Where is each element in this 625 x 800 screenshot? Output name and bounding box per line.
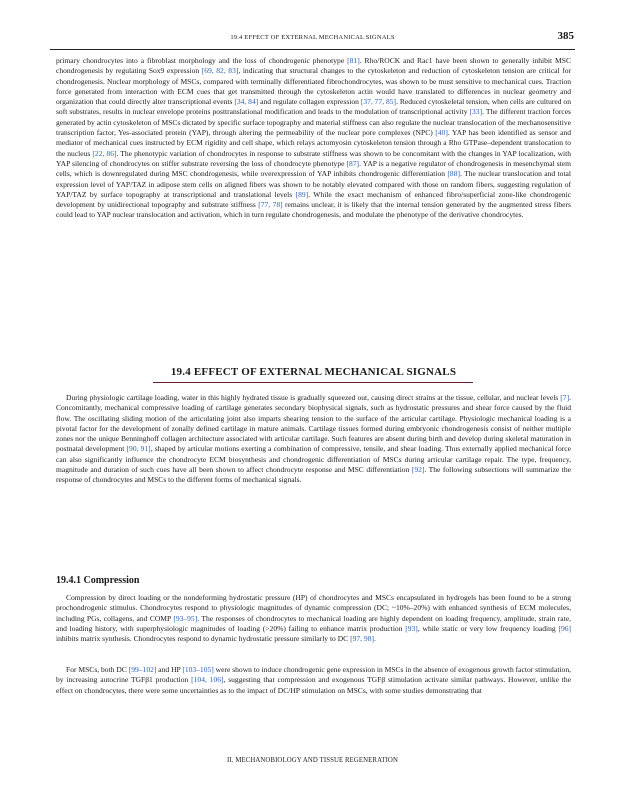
citation-link[interactable]: [88] bbox=[447, 169, 460, 179]
citation-link[interactable]: [7] bbox=[560, 393, 570, 402]
citation-link[interactable]: [22, 86] bbox=[92, 148, 117, 158]
paragraph-text: and regulate collagen expression bbox=[258, 97, 361, 107]
citation-link[interactable]: [69, 82, 83] bbox=[201, 66, 239, 76]
section-heading-rule bbox=[153, 382, 473, 383]
citation-link[interactable]: [97, 98] bbox=[350, 634, 374, 644]
citation-link[interactable]: [92] bbox=[411, 465, 425, 475]
paragraph-text: , suggesting that compression and exogenous TGFβ stimulation activate similar pathways. However, unlike the effect on chondrocytes, there were some uncertainties as to the impact of DC/HP stimulation on MSCs, with some studies demonstrating that bbox=[56, 675, 571, 695]
citation-link[interactable]: [93] bbox=[405, 623, 418, 633]
paragraph-text: . Rho/ROCK and Rac1 have been shown to generally inhibit MSC chondrogenesis by regulating Sox9 expression bbox=[56, 56, 571, 76]
body-paragraph-4 bbox=[56, 665, 571, 696]
paragraph-text: . The phenotypic variation of chondrocytes in response to substrate stiffness was shown to be concomitant with the changes in YAP localization, with YAP silencing of chondrocytes on stiffer substrate reversing the loss of chondrocyte phenotype bbox=[56, 148, 571, 168]
citation-link[interactable]: [37, 77, 85] bbox=[360, 97, 397, 107]
subsection-heading: 19.4.1 Compression bbox=[56, 575, 140, 586]
paragraph-text: . YAP has been identified as sensor and mediator of mechanical cues instructed by ECM rigidity and cell shape, which relays actomyosin cytoskeleton tension through a Rho GTPase–dependent translocation to the nucleus bbox=[56, 128, 571, 158]
paragraph-text: and HP bbox=[156, 665, 183, 674]
running-header-title: 19.4 EFFECT OF EXTERNAL MECHANICAL SIGNALS bbox=[230, 34, 395, 41]
citation-link[interactable]: [103–105] bbox=[182, 665, 214, 674]
citation-link[interactable]: [104, 106] bbox=[191, 675, 224, 685]
paragraph-text: . Concomitantly, mechanical compressive loading of cartilage generates secondary biophysical signals, such as hydrostatic pressures and shear force caused by the fluid flow. The oscillating sliding motion of the articulating joint also imparts shearing tension to the surface of the articular cartilage. Physiologic mechanical loading is a pivotal factor for the development of zonally defined cartilage in mature animals. Cartilage tissues formed during embryonic chondrogenesis consist of neither multiple zones nor the unique Benninghoff collagen architecture associated with articular cartilage. Such features are absent during birth and develop during skeletal maturation in postnatal development bbox=[56, 393, 571, 454]
paragraph-text: remains unclear, it is likely that the internal tension generated by the augmented stress fibers could lead to YAP nuclear translocation and activation, which in turn regulate chondrogenesis, and modulate the phenotype of the derivative chondrocytes. bbox=[56, 200, 571, 220]
citation-link[interactable]: [90, 91] bbox=[126, 444, 151, 454]
paragraph-text: . The different traction forces generated by actin cytoskeleton of MSCs dictated by specific surface topography and material stiffness can also regulate the nuclear translocation of the mechanosensitive transcription factor, Yes-associated protein (YAP), through altering the permeability of the nuclear pore complexes (NPC) bbox=[56, 107, 571, 138]
paragraph-text: inhibits matrix synthesis. Chondrocytes respond to dynamic hydrostatic pressure similarly to DC bbox=[56, 634, 351, 644]
section-heading: 19.4 EFFECT OF EXTERNAL MECHANICAL SIGNALS bbox=[170, 366, 457, 378]
paragraph-text: . The following subsections will summarize the response of chondrocytes and MSCs to the different forms of mechanical signals. bbox=[56, 465, 571, 485]
paragraph-text: . While the exact mechanism of enhanced fibro/superficial zone-like chondrogenic development by unidirectional topography and substrate stiffness bbox=[56, 189, 571, 210]
page-number: 385 bbox=[557, 30, 574, 42]
citation-link[interactable]: [89] bbox=[295, 189, 309, 199]
citation-link[interactable]: [34, 84] bbox=[234, 97, 259, 107]
citation-link[interactable]: [96] bbox=[558, 623, 572, 633]
running-header bbox=[50, 29, 575, 50]
paragraph-text: . Reduced cytoskeletal tension, when cells are cultured on soft substrates, results in nuclear envelope proteins posttranslational modification and leads to the modulation of transcriptional activity bbox=[56, 97, 571, 117]
paragraph-text: Compression by direct loading or the nondeforming hydrostatic pressure (HP) of chondrocytes and MSCs encapsulated in hydrogels has been found to be a strong prochondrogenic stimulus. Chondrocytes respond to physiologic magnitudes of dynamic compression (DC; ~10%–20%) with enhanced synthesis of ECM molecules, including PGs, collagens, and COMP bbox=[56, 593, 571, 623]
paragraph-text: . bbox=[374, 634, 376, 644]
citation-link[interactable]: [40] bbox=[435, 128, 448, 138]
paragraph-text: primary chondrocytes into a fibroblast morphology and the loss of chondrogenic phenotype bbox=[56, 56, 348, 65]
paragraph-text: . The responses of chondrocytes to mechanical loading are highly dependent on loading frequency, amplitude, strain rate, and loading history, with superphysiologic magnitudes of loading (>20%) failing to enhance matrix production bbox=[56, 613, 571, 633]
paragraph-text: . The nuclear translocation and total expression level of YAP/TAZ in adipose stem cells on aligned fibers was shown to be notably elevated compared with those on random fibers, suggesting regulation of YAP/TAZ by surface topography at transcriptional and translational levels bbox=[56, 169, 571, 199]
citation-link[interactable]: [81] bbox=[347, 56, 360, 65]
paragraph-text: , shaped by articular motions exerting a combination of compressive, tensile, and shear loading. Thus externally applied mechanical force can also significantly influence the chondrocyte ECM biosynthesis and chondrogenic differentiation of MSCs during articular cartilage repair. The type, frequency, magnitude and duration of such cues have all been shown to affect chondrocyte response and MSC differentiation bbox=[56, 444, 571, 475]
paragraph-text: were shown to induce chondrogenic gene expression in MSCs in the absence of exogenous growth factor stimulation, by increasing autocrine TGFβ1 production bbox=[56, 665, 571, 685]
body-paragraph-1 bbox=[56, 56, 571, 221]
body-paragraph-3 bbox=[56, 593, 571, 644]
paragraph-text: For MSCs, both DC bbox=[66, 665, 129, 674]
citation-link[interactable]: [99–102] bbox=[128, 665, 157, 674]
citation-link[interactable]: [33] bbox=[469, 107, 483, 117]
citation-link[interactable]: [77, 78] bbox=[258, 200, 283, 210]
paragraph-text: During physiologic cartilage loading, water in this highly hydrated tissue is gradually squeezed out, causing direct strains at the tissue, cellular, and nuclear levels bbox=[66, 393, 561, 402]
paragraph-text: . YAP is a negative regulator of chondrogenesis in mesenchymal stem cells, which is downregulated during MSC chondrogenesis, while overexpression of YAP inhibits chondrogenic differentiation bbox=[56, 158, 571, 179]
page-footer: II. MECHANOBIOLOGY AND TISSUE REGENERATION bbox=[227, 757, 398, 764]
paragraph-text: , indicating that structural changes to the cytoskeleton and reduction of cytoskeleton tension are critical for chondrogenesis. Nuclear morphology of MSCs, compared with terminally differentiated fibrochondrocytes, was shown to be must sensitive to mechanical cues. Traction force generated from interaction with ECM cues that get transmitted through the cytoskeleton actin would have translated to differences in nuclear geometry and organization that could directly alter transcriptional events bbox=[56, 66, 571, 107]
paragraph-text: , while static or very low frequency loading bbox=[417, 623, 559, 633]
body-paragraph-2 bbox=[56, 393, 571, 486]
citation-link[interactable]: [87] bbox=[346, 158, 360, 168]
citation-link[interactable]: [93–95] bbox=[173, 613, 198, 623]
